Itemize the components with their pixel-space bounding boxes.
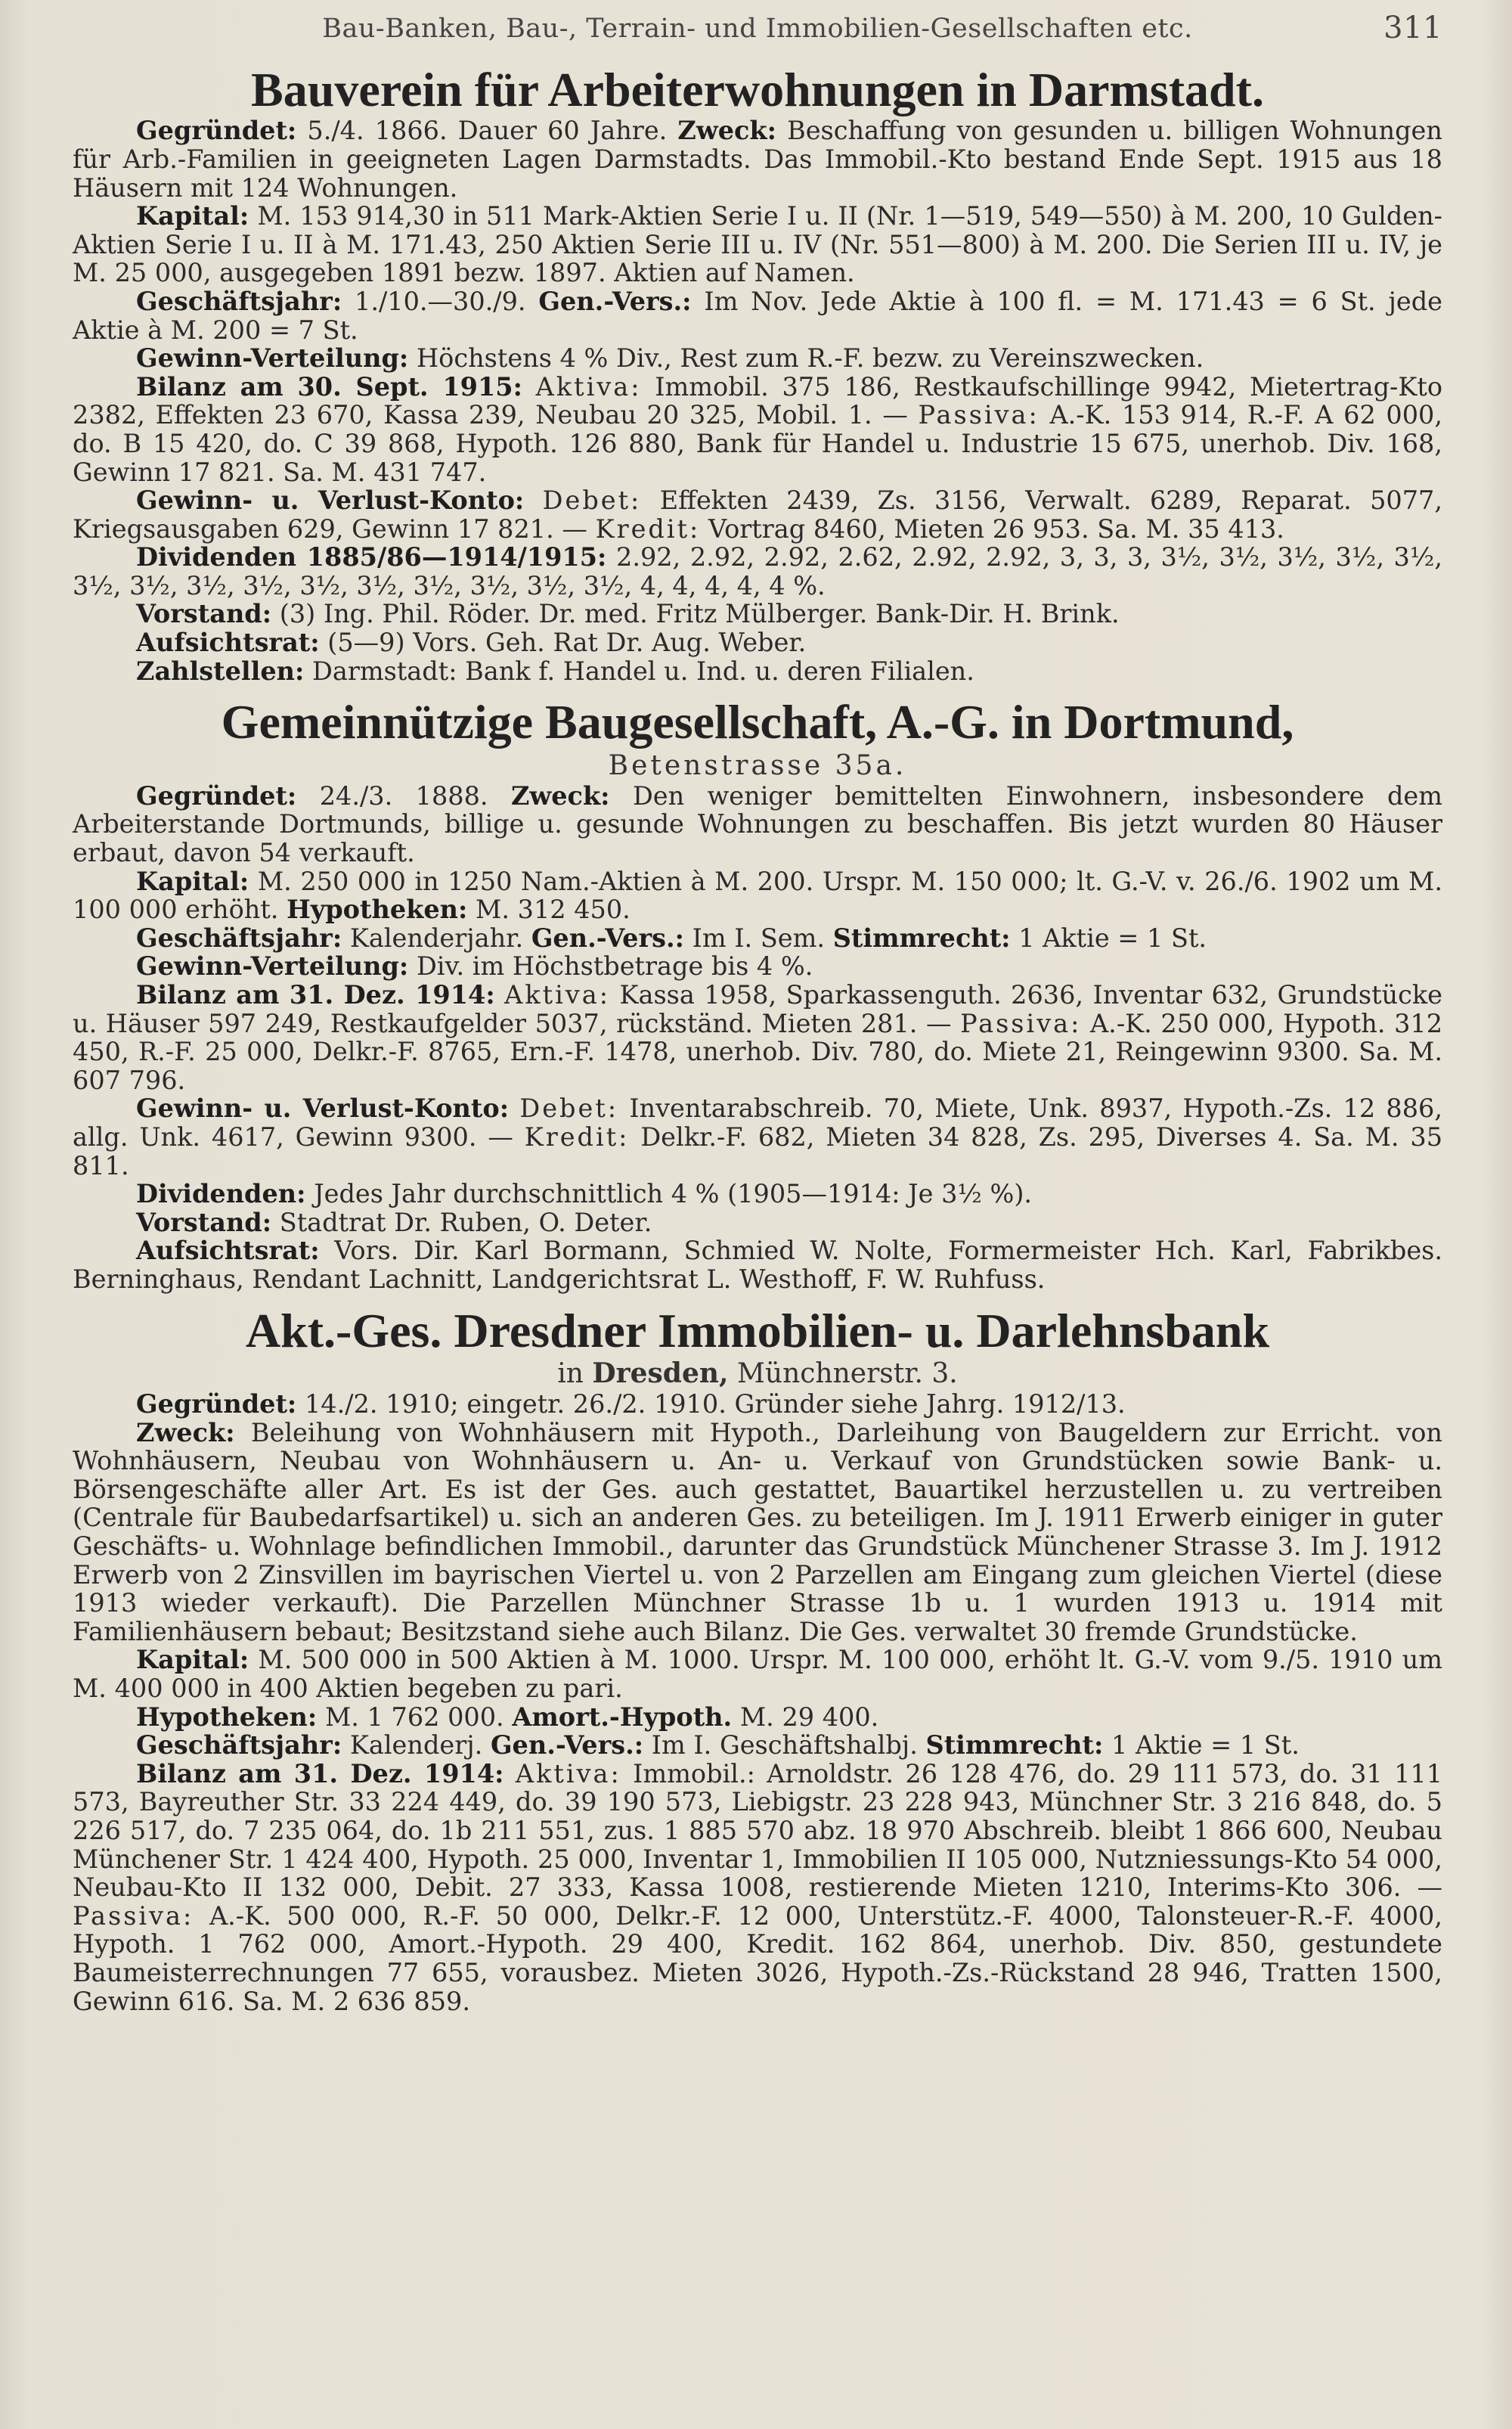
text-gen-vers: Im Nov. Jede Aktie à 100 fl. = M. 171.43 = 6 St. jede Aktie à M. 200 = 7 St.	[73, 286, 1442, 345]
label-zweck: Zweck:	[677, 116, 776, 146]
entry-guv	[73, 486, 1442, 543]
text-debet: Inventarabschreib. 70, Miete, Unk. 8937, Hypoth.-Zs. 12 886, allg. Unk. 4617, Gewinn 9300. —	[73, 1094, 1442, 1152]
label-vorstand: Vorstand:	[136, 1207, 272, 1237]
label-bilanz: Bilanz am 31. Dez. 1914:	[136, 1758, 504, 1788]
company-address-dresden	[73, 1357, 1442, 1390]
label-gen-vers: Gen.-Vers.:	[538, 286, 692, 316]
label-kapital: Kapital:	[136, 866, 249, 896]
text-vorstand: Stadtrat Dr. Ruben, O. Deter.	[279, 1207, 652, 1237]
text-passiva: A.-K. 153 914, R.-F. A 62 000, do. B 15 420, do. C 39 868, Hypoth. 126 880, Bank für Handel u. Industrie 15 675, unerhob. Div. 168, Gewinn 17 821. Sa. M. 431 747.	[73, 400, 1442, 487]
entry-vorstand	[73, 1208, 1442, 1237]
text-zweck: Beleihung von Wohnhäusern mit Hypoth., Darleihung von Baugeldern zur Erricht. von Wohnhäusern, Neubau von Wohnhäusern u. An- u. Verkauf von Grundstücken sowie Bank- u. Börsengeschäfte aller Art. Es ist der Ges. auch gestattet, Bauartikel herzustellen u. zu vertreiben (Centrale für Baubedarfsartikel) u. sich an anderen Ges. zu beteiligen. Im J. 1911 Erwerb einiger in guter Geschäfts- u. Wohnlage befindlichen Immobil., darunter das Grundstück Münchener Strasse 3. Im J. 1912 Erwerb von 2 Zinsvillen im bayrischen Viertel u. von 2 Parzellen am Eingang zum gleichen Viertel (diese 1913 wieder verkauft). Die Parzellen Münchner Strasse 1b u. 1 wurden 1913 u. 1914 mit Familienhäusern bebaut; Besitzstand siehe auch Bilanz. Die Ges. verwaltet 30 fremde Grundstücke.	[73, 1417, 1443, 1646]
text-kredit: Delkr.-F. 682, Mieten 34 828, Zs. 295, Diverses 4. Sa. M. 35 811.	[73, 1121, 1443, 1180]
entry-dividenden	[73, 543, 1442, 600]
label-geschaeftsjahr: Geschäftsjahr:	[136, 923, 342, 953]
text-gegruendet: 5./4. 1866. Dauer 60 Jahre.	[307, 116, 668, 146]
text-amort-hypoth: M. 29 400.	[739, 1702, 879, 1732]
label-bilanz: Bilanz am 31. Dez. 1914:	[136, 980, 495, 1010]
text-passiva: A.-K. 250 000, Hypoth. 312 450, R.-F. 25 000, Delkr.-F. 8765, Ern.-F. 1478, unerhob. Div. 780, do. Miete 21, Reingewinn 9300. Sa. M. 607 796.	[73, 1008, 1443, 1095]
text-dividenden: Jedes Jahr durchschnittlich 4 % (1905—1914: Je 3½ %).	[314, 1179, 1033, 1209]
label-zweck: Zweck:	[510, 780, 610, 811]
text-gegruendet: 24./3. 1888.	[319, 780, 488, 811]
text-aktiva: Immobil.: Arnoldstr. 26 128 476, do. 29 111 573, do. 31 111 573, Bayreuther Str. 33 224 449, do. 39 190 573, Liebigstr. 23 228 943, Münchner Str. 3 216 848, do. 5 226 517, do. 7 235 064, do. 1b 211 551, zus. 1 885 570 abz. 18 970 Abschreib. bleibt 1 866 600, Neubau Münchener Str. 1 424 400, Hypoth. 25 000, Inventar 1, Immobilien II 105 000, Nutzniessungs-Kto 54 000, Neubau-Kto II 132 000, Debit. 27 333, Kassa 1008, restierende Mieten 1210, Interims-Kto 306. —	[73, 1758, 1443, 1903]
entry-zahlstellen	[73, 657, 1442, 686]
entry-vorstand	[73, 600, 1442, 628]
text-gegruendet: 14./2. 1910; eingetr. 26./2. 1910. Gründer siehe Jahrg. 1912/13.	[304, 1389, 1126, 1419]
text-gewinn-verteilung: Div. im Höchstbetrage bis 4 %.	[416, 951, 813, 982]
text-kapital: M. 500 000 in 500 Aktien à M. 1000. Urspr. M. 100 000, erhöht lt. G.-V. vom 9./5. 1910 um M. 400 000 in 400 Aktien begeben zu pari.	[73, 1645, 1443, 1704]
running-title: Bau-Banken, Bau-, Terrain- und Immobilien-Gesellschaften etc.	[322, 14, 1193, 44]
text-hypotheken: M. 1 762 000.	[324, 1702, 504, 1732]
label-gegruendet: Gegründet:	[136, 780, 297, 811]
entry-geschaeftsjahr	[73, 1731, 1442, 1760]
label-aufsichtsrat: Aufsichtsrat:	[136, 628, 320, 658]
text-aktiva: Kassa 1958, Sparkassenguth. 2636, Inventar 632, Grundstücke u. Häuser 597 249, Restkaufgelder 5037, rückständ. Mieten 281. —	[73, 980, 1442, 1038]
entry-kapital	[73, 1646, 1442, 1702]
label-guv: Gewinn- u. Verlust-Konto:	[136, 1094, 510, 1124]
label-gen-vers: Gen.-Vers.:	[531, 923, 685, 953]
word-kredit: Kredit:	[595, 513, 701, 544]
company-title-dresden: Akt.-Ges. Dresdner Immobilien- u. Darlehnsbank	[245, 1303, 1270, 1357]
street-address: Münchnerstr. 3.	[737, 1357, 958, 1389]
label-gewinn-verteilung: Gewinn-Verteilung:	[136, 343, 409, 374]
label-zahlstellen: Zahlstellen:	[136, 656, 305, 686]
text-passiva: A.-K. 500 000, R.-F. 50 000, Delkr.-F. 12 000, Unterstütz.-F. 4000, Talonsteuer-R.-F. 4000, Hypoth. 1 762 000, Amort.-Hypoth. 29 400, Kredit. 162 864, unerhob. Div. 850, gestundete Baumeisterrechnungen 77 655, vorausbez. Mieten 3026, Hypoth.-Zs.-Rückstand 28 946, Tratten 1500, Gewinn 616. Sa. M. 2 636 859.	[73, 1900, 1442, 2016]
entry-kapital	[73, 867, 1442, 924]
text-gewinn-verteilung: Höchstens 4 % Div., Rest zum R.-F. bezw. zu Vereinszwecken.	[416, 343, 1204, 374]
label-hypotheken: Hypotheken:	[136, 1702, 318, 1732]
label-gewinn-verteilung: Gewinn-Verteilung:	[136, 951, 409, 982]
entry-aufsichtsrat	[73, 1236, 1442, 1293]
text-stimmrecht: 1 Aktie = 1 St.	[1111, 1730, 1300, 1760]
entry-gewinn-verteilung	[73, 952, 1442, 981]
entry-dividenden	[73, 1180, 1442, 1208]
label-vorstand: Vorstand:	[136, 599, 272, 629]
label-stimmrecht: Stimmrecht:	[832, 923, 1011, 953]
text-kapital: M. 153 914,30 in 511 Mark-Aktien Serie I u. II (Nr. 1—519, 549—550) à M. 200, 10 Gulden-Aktien Serie I u. II à M. 171.43, 250 Aktien Serie III u. IV (Nr. 551—800) à M. 200. Die Serien III u. IV, je M. 25 000, ausgegeben 1891 bezw. 1897. Aktien auf Namen.	[73, 201, 1442, 288]
word-aktiva: Aktiva:	[535, 371, 642, 402]
page-number: 311	[1383, 11, 1442, 45]
entry-bilanz	[73, 373, 1442, 486]
text-aktiva: Immobil. 375 186, Restkaufschillinge 9942, Mietertrag-Kto 2382, Effekten 23 670, Kassa 239, Neubau 20 325, Mobil. 1. —	[73, 371, 1442, 430]
label-geschaeftsjahr: Geschäftsjahr:	[136, 286, 342, 316]
company-address-dortmund: Betenstrasse 35a.	[608, 749, 907, 781]
entry-bilanz	[73, 981, 1442, 1094]
running-head	[73, 11, 1442, 64]
label-amort-hypoth: Amort.-Hypoth.	[512, 1702, 733, 1732]
entry-gegruendet	[73, 782, 1442, 867]
text-kredit: Vortrag 8460, Mieten 26 953. Sa. M. 35 413.	[708, 513, 1284, 544]
entry-guv	[73, 1094, 1442, 1180]
label-gen-vers: Gen.-Vers.:	[490, 1730, 644, 1760]
text-gen-vers: Im I. Geschäftshalbj.	[651, 1730, 918, 1760]
text-dividenden: 2.92, 2.92, 2.92, 2.62, 2.92, 2.92, 3, 3, 3, 3½, 3½, 3½, 3½, 3½, 3½, 3½, 3½, 3½, 3½, 3½, 3½, 3½, 3½, 3½, 4, 4, 4, 4, 4 %.	[73, 542, 1442, 600]
entry-bilanz	[73, 1760, 1442, 2015]
entry-hypotheken	[73, 1703, 1442, 1732]
label-kapital: Kapital:	[136, 201, 249, 231]
text-aufsichtsrat: Vors. Dir. Karl Bormann, Schmied W. Nolte, Formermeister Hch. Karl, Fabrikbes. Berninghaus, Rendant Lachnitt, Landgerichtsrat L. Westhoff, F. W. Ruhfuss.	[73, 1236, 1442, 1294]
text-zweck: Beschaffung von gesunden u. billigen Wohnungen für Arb.-Familien in geeigneten Lagen Darmstadts. Das Immobil.-Kto bestand Ende Sept. 1915 aus 18 Häusern mit 124 Wohnungen.	[73, 116, 1442, 203]
entry-zweck	[73, 1419, 1442, 1646]
label-dividenden: Dividenden:	[136, 1179, 306, 1209]
text-stimmrecht: 1 Aktie = 1 St.	[1018, 923, 1207, 953]
entry-kapital	[73, 202, 1442, 287]
text-geschaeftsjahr: Kalenderjahr.	[349, 923, 524, 953]
label-geschaeftsjahr: Geschäftsjahr:	[136, 1730, 342, 1760]
entry-gegruendet	[73, 116, 1442, 202]
word-debet: Debet:	[519, 1094, 619, 1124]
city-dresden: Dresden,	[592, 1357, 729, 1389]
text-hypotheken: M. 312 450.	[476, 895, 631, 925]
word-debet: Debet:	[542, 485, 642, 516]
label-aufsichtsrat: Aufsichtsrat:	[136, 1236, 320, 1266]
text-vorstand: (3) Ing. Phil. Röder. Dr. med. Fritz Mülberger. Bank-Dir. H. Brink.	[279, 599, 1120, 629]
text-zahlstellen: Darmstadt: Bank f. Handel u. Ind. u. deren Filialen.	[312, 656, 974, 686]
text-zweck: Den weniger bemittelten Einwohnern, insbesondere dem Arbeiterstande Dortmunds, billige u. gesunde Wohnungen zu beschaffen. Bis jetzt wurden 80 Häuser erbaut, davon 54 verkauft.	[73, 780, 1442, 868]
word-passiva: Passiva:	[960, 1008, 1082, 1038]
word-aktiva: Aktiva:	[515, 1758, 621, 1788]
entry-gewinn-verteilung	[73, 344, 1442, 373]
entry-gegruendet	[73, 1390, 1442, 1419]
label-stimmrecht: Stimmrecht:	[925, 1730, 1104, 1760]
text-aufsichtsrat: (5—9) Vors. Geh. Rat Dr. Aug. Weber.	[327, 628, 807, 658]
text-gen-vers: Im I. Sem.	[692, 923, 826, 953]
label-bilanz: Bilanz am 30. Sept. 1915:	[136, 371, 522, 402]
company-title-darmstadt: Bauverein für Arbeiterwohnungen in Darmstadt.	[251, 63, 1264, 116]
word-passiva: Passiva:	[73, 1900, 194, 1931]
label-dividenden: Dividenden 1885/86—1914/1915:	[136, 542, 607, 572]
text-debet: Effekten 2439, Zs. 3156, Verwalt. 6289, Reparat. 5077, Kriegsausgaben 629, Gewinn 17 821. —	[73, 485, 1442, 544]
word-in: in	[557, 1357, 584, 1389]
entry-aufsichtsrat	[73, 628, 1442, 657]
entry-geschaeftsjahr	[73, 924, 1442, 953]
word-aktiva: Aktiva:	[504, 980, 611, 1010]
text-geschaeftsjahr: Kalenderj.	[349, 1730, 483, 1760]
label-zweck: Zweck:	[136, 1417, 235, 1447]
entry-geschaeftsjahr	[73, 287, 1442, 344]
label-kapital: Kapital:	[136, 1645, 249, 1675]
word-kredit: Kredit:	[524, 1121, 630, 1152]
label-gegruendet: Gegründet:	[136, 1389, 297, 1419]
word-passiva: Passiva:	[918, 400, 1040, 430]
text-geschaeftsjahr: 1./10.—30./9.	[355, 286, 526, 316]
company-title-dortmund: Gemeinnützige Baugesellschaft, A.-G. in Dortmund,	[221, 695, 1294, 749]
label-gegruendet: Gegründet:	[136, 116, 297, 146]
label-hypotheken: Hypotheken:	[287, 895, 468, 925]
label-guv: Gewinn- u. Verlust-Konto:	[136, 485, 525, 516]
text-kapital: M. 250 000 in 1250 Nam.-Aktien à M. 200. Urspr. M. 150 000; lt. G.-V. v. 26./6. 1902 um M. 100 000 erhöht.	[73, 866, 1442, 925]
